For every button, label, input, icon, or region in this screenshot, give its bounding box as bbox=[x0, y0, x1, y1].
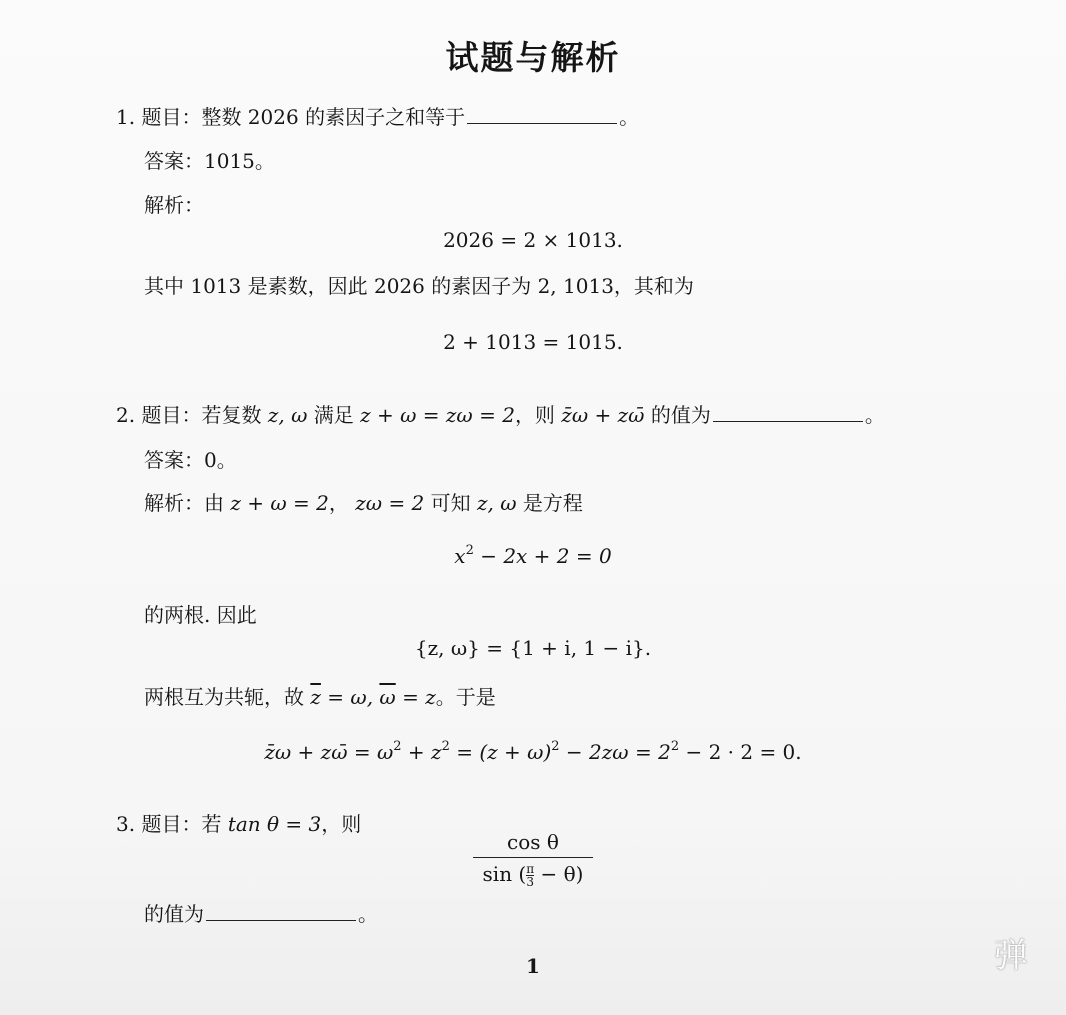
page-number: 1 bbox=[526, 954, 540, 978]
q2-number: 2. bbox=[116, 403, 136, 427]
q2-answer: 答案：0。 bbox=[144, 448, 237, 472]
q3-numerator: cos θ bbox=[507, 830, 559, 854]
q2-quadratic-equation: $x^2 - 2x + 2 = 0$ bbox=[454, 543, 612, 568]
q3-number: 3. bbox=[116, 812, 136, 836]
q1-prompt-line: 1. 题目：整数 2026 的素因子之和等于 。 bbox=[116, 105, 640, 129]
q3-fraction bbox=[0, 830, 1066, 888]
q1-analysis-label: 解析： bbox=[144, 193, 204, 217]
q2-conjugate-line: 两根互为共轭，故 $\overline{z} = \omega$, $\overline{\omega} = z$。于是 bbox=[144, 685, 496, 709]
q2-answer-blank bbox=[713, 405, 863, 422]
q3-tail: 的值为 。 bbox=[144, 902, 378, 926]
q2-final-equation: z̄ω + zω̄ = $\omega^2 + z^2 = (z + \omega)^2 - 2z\omega = 2^2 - 2 \cdot 2 = 0$. bbox=[264, 739, 802, 764]
q1-number: 1. bbox=[116, 105, 136, 129]
q1-equation-2: 2 + 1013 = 1015. bbox=[443, 330, 623, 354]
page-title: 试题与解析 bbox=[445, 38, 621, 77]
q3-prompt-line: 3. 题目：若 tan θ = 3，则 bbox=[116, 812, 362, 836]
q1-prompt: 题目：整数 2026 的素因子之和等于 bbox=[141, 105, 466, 129]
q2-roots-text: 的两根. 因此 bbox=[144, 603, 257, 627]
q1-answer: 答案：1015。 bbox=[144, 149, 275, 173]
q2-prompt-line: 2. 题目：若复数 z, ω 满足 z + ω = zω = 2，则 z̄ω + zω̄ 的值为 。 bbox=[116, 403, 885, 427]
watermark: 弹 bbox=[994, 936, 1028, 976]
q1-equation-1: 2026 = 2 × 1013. bbox=[443, 228, 623, 252]
q3-answer-blank bbox=[206, 904, 356, 921]
q2-roots-equation: {z, ω} = {1 + i, 1 − i}. bbox=[414, 636, 652, 660]
q1-explanation: 其中 1013 是素数，因此 2026 的素因子为 2, 1013，其和为 bbox=[144, 274, 694, 298]
q1-answer-blank bbox=[467, 107, 617, 124]
q2-analysis-line: 解析：由 z + ω = 2， zω = 2 可知 z, ω 是方程 bbox=[144, 491, 583, 515]
q3-denominator: sin ( $\frac{\pi}{3}$ − θ) bbox=[473, 857, 594, 888]
